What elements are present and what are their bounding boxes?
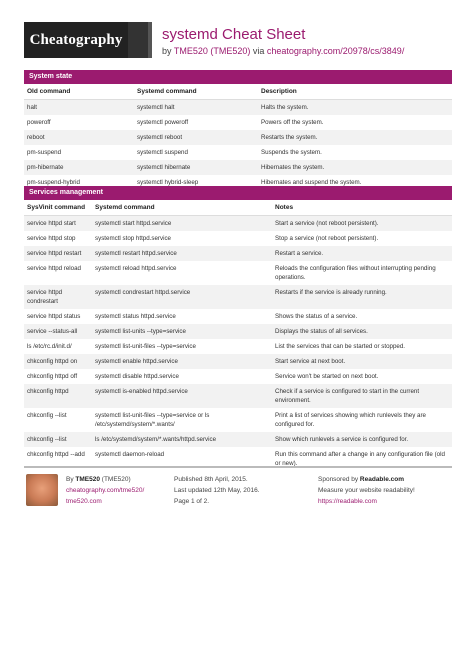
table-cell: Service won't be started on next boot.	[275, 373, 379, 380]
table-cell: chkconfig httpd on	[27, 358, 78, 365]
table-cell: Suspends the system.	[261, 149, 322, 156]
table-cell: chkconfig httpd off	[27, 373, 78, 380]
table-cell: Shows the status of a service.	[275, 313, 358, 320]
table-row	[24, 160, 452, 175]
system-state-section	[24, 70, 452, 190]
updated-date: Last updated 12th May, 2016.	[174, 487, 260, 494]
table-row	[24, 408, 452, 432]
table-cell: systemctl suspend	[137, 149, 188, 156]
table-row	[24, 369, 452, 384]
table-cell: reboot	[27, 134, 45, 141]
sponsor-link[interactable]: https://readable.com	[318, 498, 377, 505]
table-cell: pm-hibernate	[27, 164, 64, 171]
table-cell: Displays the status of all services.	[275, 328, 368, 335]
table-cell: Reloads the configuration files without interrupting pending operations.	[275, 265, 436, 281]
sponsor-line	[318, 474, 415, 485]
sponsor-label: Sponsored by	[318, 476, 360, 483]
logo-accent	[128, 22, 152, 58]
table-cell: systemctl stop httpd.service	[95, 235, 171, 242]
table-cell: Restarts the system.	[261, 134, 318, 141]
by-label: By	[66, 476, 76, 483]
table-cell: service httpd stop	[27, 235, 76, 242]
author-link[interactable]: TME520 (TME520)	[173, 46, 251, 56]
footer-sponsor	[318, 474, 415, 507]
table-cell: systemctl hibernate	[137, 164, 191, 171]
column-header: Systemd command	[137, 88, 197, 95]
column-header: Description	[261, 88, 297, 95]
table-cell: ls /etc/rc.d/init.d/	[27, 343, 72, 350]
table-cell: poweroff	[27, 119, 51, 126]
author-avatar[interactable]	[26, 474, 58, 506]
column-header: SysVinit command	[27, 204, 86, 211]
table-cell: service httpd restart	[27, 250, 82, 257]
table-cell: Start a service (not reboot persistent).	[275, 220, 379, 227]
table-row	[24, 261, 452, 285]
table-row	[24, 285, 452, 309]
footer-dates	[174, 474, 260, 507]
table-cell: systemctl list-unit-files --type=service or ls /etc/systemd/system/*.wants/	[95, 412, 210, 428]
published-date: Published 8th April, 2015.	[174, 476, 248, 483]
table-cell: Hibernates and suspend the system.	[261, 179, 362, 186]
table-cell: systemctl enable httpd.service	[95, 358, 178, 365]
table-cell: Restarts if the service is already running.	[275, 289, 387, 296]
byline	[162, 46, 404, 56]
table-cell: systemctl daemon-reload	[95, 451, 165, 458]
table-cell: chkconfig --list	[27, 436, 67, 443]
table-cell: systemctl reboot	[137, 134, 183, 141]
table-cell: systemctl is-enabled httpd.service	[95, 388, 188, 395]
table-cell: service httpd start	[27, 220, 76, 227]
footer	[24, 466, 452, 514]
table-row	[24, 115, 452, 130]
via-text: via	[250, 46, 267, 56]
table-body	[24, 216, 452, 471]
table-cell: Powers off the system.	[261, 119, 324, 126]
column-header: Old command	[27, 88, 71, 95]
table-cell: systemctl status httpd.service	[95, 313, 176, 320]
author-line	[66, 474, 144, 485]
table-row	[24, 145, 452, 160]
sponsor-tagline: Measure your website readability!	[318, 487, 415, 494]
column-headers	[24, 200, 452, 216]
footer-author	[66, 474, 144, 507]
sheet-url-link[interactable]: cheatography.com/20978/cs/3849/	[266, 46, 405, 56]
table-row	[24, 100, 452, 115]
table-body	[24, 100, 452, 190]
table-cell: Run this command after a change in any configuration file (old or new).	[275, 451, 445, 467]
table-cell: Halts the system.	[261, 104, 309, 111]
services-management-section	[24, 186, 452, 471]
header	[24, 22, 454, 62]
table-row	[24, 384, 452, 408]
table-cell: service httpd condrestart	[27, 289, 63, 305]
table-row	[24, 339, 452, 354]
sponsor-name[interactable]: Readable.com	[359, 476, 404, 483]
table-cell: systemctl halt	[137, 104, 175, 111]
table-cell: List the services that can be started or stopped.	[275, 343, 406, 350]
table-row	[24, 130, 452, 145]
table-cell: Restart a service.	[275, 250, 324, 257]
column-header: Systemd command	[95, 204, 155, 211]
author-name[interactable]: TME520	[75, 476, 100, 483]
table-cell: systemctl hybrid-sleep	[137, 179, 199, 186]
column-headers	[24, 84, 452, 100]
by-prefix: by	[162, 46, 174, 56]
table-cell: service --status-all	[27, 328, 78, 335]
table-row	[24, 324, 452, 339]
column-header: Notes	[275, 204, 294, 211]
table-cell: systemctl poweroff	[137, 119, 189, 126]
section-title: Services management	[24, 186, 452, 200]
table-cell: ls /etc/systemd/system/*.wants/httpd.service	[95, 436, 217, 443]
table-cell: pm-suspend	[27, 149, 62, 156]
table-cell: chkconfig httpd --add	[27, 451, 85, 458]
table-cell: Show which runlevels a service is configured for.	[275, 436, 409, 443]
table-cell: halt	[27, 104, 37, 111]
table-row	[24, 246, 452, 261]
cheatography-logo[interactable]: Cheatography	[24, 22, 128, 58]
table-cell: chkconfig httpd	[27, 388, 69, 395]
table-cell: systemctl reload httpd.service	[95, 265, 177, 272]
author-site-link[interactable]: tme520.com	[66, 498, 102, 505]
table-cell: systemctl condrestart httpd.service	[95, 289, 191, 296]
author-profile-link[interactable]: cheatography.com/tme520/	[66, 487, 145, 494]
table-cell: Start service at next boot.	[275, 358, 346, 365]
table-cell: Check if a service is configured to start in the current environment.	[275, 388, 420, 404]
author-handle: (TME520)	[99, 476, 131, 483]
section-title: System state	[24, 70, 452, 84]
table-cell: systemctl disable httpd.service	[95, 373, 179, 380]
table-cell: Print a list of services showing which runlevels they are configured for.	[275, 412, 426, 428]
table-cell: service httpd status	[27, 313, 81, 320]
table-row	[24, 216, 452, 231]
page-number: Page 1 of 2.	[174, 498, 210, 505]
table-cell: Hibernates the system.	[261, 164, 325, 171]
page-title: systemd Cheat Sheet	[162, 26, 306, 43]
table-cell: systemctl start httpd.service	[95, 220, 172, 227]
table-row	[24, 231, 452, 246]
table-cell: systemctl restart httpd.service	[95, 250, 177, 257]
table-row	[24, 432, 452, 447]
table-cell: chkconfig --list	[27, 412, 67, 419]
table-cell: Stop a service (not reboot persistent).	[275, 235, 379, 242]
table-row	[24, 309, 452, 324]
table-cell: pm-suspend-hybrid	[27, 179, 80, 186]
table-cell: systemctl list-unit-files --type=service	[95, 343, 196, 350]
table-cell: service httpd reload	[27, 265, 81, 272]
table-row	[24, 354, 452, 369]
table-cell: systemctl list-units --type=service	[95, 328, 186, 335]
